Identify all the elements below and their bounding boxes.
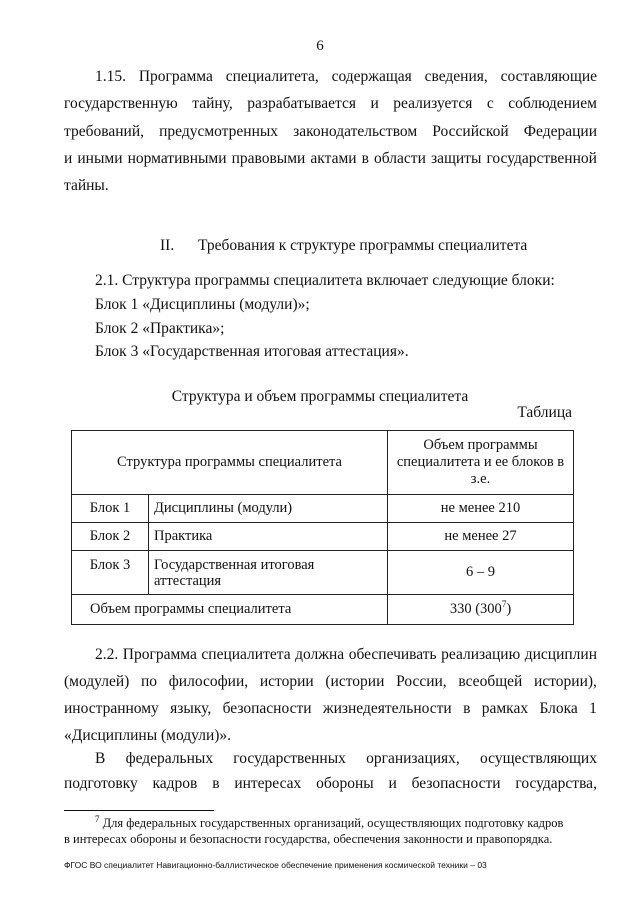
section-heading: [160, 237, 527, 255]
word: тайну,: [192, 95, 233, 112]
page-footer: ФГОС ВО специалитет Навигационно-баллистическое обеспечение применения космической техники – 03: [64, 860, 487, 870]
volume-cell: не менее 210: [388, 495, 574, 523]
word: с: [486, 95, 494, 112]
word: в: [361, 150, 369, 167]
word: государства,: [515, 775, 597, 792]
word: государственную: [64, 95, 178, 112]
word: 1: [589, 700, 597, 717]
word: безопасности: [222, 700, 312, 717]
table-row: [72, 495, 574, 523]
word: сведения,: [424, 68, 488, 85]
word: Программа: [138, 68, 213, 85]
word: специалитета,: [225, 68, 319, 85]
footnote-mark: 7: [95, 813, 100, 824]
section-number: II.: [160, 237, 175, 254]
word: языку,: [170, 700, 212, 717]
word: осуществляющих: [480, 750, 597, 767]
volume-cell: 6 – 9: [388, 551, 574, 595]
word: содержащая: [331, 68, 412, 85]
para-2-2-line-1: [95, 646, 597, 664]
word: иными: [77, 150, 123, 167]
word: организациях,: [366, 750, 460, 767]
block-name-cell: Практика: [149, 523, 388, 551]
header-volume: Объем программы специалитета и ее блоков в з.е.: [388, 431, 574, 495]
word: рамках: [481, 700, 529, 717]
block-cell: Блок 1: [72, 495, 149, 523]
footnote-line-1: [95, 813, 564, 831]
word: составляющие: [500, 68, 597, 85]
word: Российской: [432, 123, 509, 140]
word: правовыми: [231, 150, 306, 167]
table-caption: Структура и объем программы специалитета: [171, 388, 469, 405]
word: 2.2.: [95, 646, 119, 663]
word: по: [141, 673, 158, 690]
word: реализацию: [441, 646, 521, 663]
word: предусмотренных: [159, 123, 279, 140]
block-cell: Блок 2: [72, 523, 149, 551]
table-total-row: [72, 595, 574, 625]
word: Программа: [122, 646, 197, 663]
word: интересах: [234, 775, 302, 792]
word: защиты: [430, 150, 482, 167]
word: истории),: [534, 673, 597, 690]
word: 1.15.: [95, 68, 126, 85]
word: обороны: [316, 775, 374, 792]
para-1-15-line-4: [64, 150, 597, 168]
total-value: 330 (300: [449, 601, 502, 617]
word: государственных: [233, 750, 346, 767]
word: в: [463, 700, 471, 717]
word: реализуется: [393, 95, 473, 112]
para-1-15-line-2: [64, 95, 597, 113]
para-1-15-line-1: [95, 68, 597, 86]
word: (модулей): [64, 673, 130, 690]
word: требований,: [64, 123, 144, 140]
word: Блока: [539, 700, 578, 717]
word: соблюдением: [508, 95, 597, 112]
table-header-row: [72, 431, 574, 495]
total-value-cell: [388, 595, 574, 625]
word: безопасности: [411, 775, 501, 792]
word: России,: [396, 673, 447, 690]
word: дисциплин: [524, 646, 597, 663]
table-row: [72, 551, 574, 595]
para-1-15-line-5: тайны.: [64, 177, 109, 194]
word: федеральных: [125, 750, 214, 767]
block-name-cell: Государственная итоговая аттестация: [149, 551, 388, 595]
word: кадров: [152, 775, 198, 792]
para-2-2-line-5: [95, 750, 597, 768]
block-cell: Блок 3: [72, 551, 149, 595]
word: обеспечивать: [348, 646, 437, 663]
word: законодательством: [293, 123, 418, 140]
total-suffix: ): [506, 601, 512, 617]
block-2-item: Блок 2 «Практика»;: [95, 320, 225, 337]
footnote-ref: 7: [501, 599, 507, 610]
word: должна: [295, 646, 345, 663]
word: актами: [310, 150, 357, 167]
block-name-cell: Дисциплины (модули): [149, 495, 388, 523]
word: истории: [259, 673, 314, 690]
table-label: Таблица: [517, 404, 572, 421]
page-number: 6: [316, 38, 324, 54]
word: (истории: [325, 673, 385, 690]
word: специалитета: [201, 646, 291, 663]
word: и: [64, 150, 73, 167]
footnote-line-2: в интересах обороны и безопасности государства, обеспечения законности и правопорядка.: [64, 832, 553, 846]
footnote-separator: [64, 810, 214, 811]
word: жизнедеятельности: [322, 700, 452, 717]
para-2-2-line-3: [64, 700, 597, 718]
word: философии,: [168, 673, 249, 690]
para-2-2-line-6: [64, 775, 597, 793]
header-structure: Структура программы специалитета: [72, 431, 388, 495]
para-2-2-line-4: «Дисциплины (модули)».: [64, 727, 232, 744]
word: и: [370, 95, 379, 112]
para-1-15-line-3: [64, 123, 597, 141]
word: всеобщей: [458, 673, 523, 690]
word: в: [212, 775, 220, 792]
word: подготовку: [64, 775, 138, 792]
word: нормативными: [127, 150, 227, 167]
table-row: [72, 523, 574, 551]
block-1-item: Блок 1 «Дисциплины (модули)»;: [95, 296, 310, 313]
footnote-text-1: Для федеральных государственных организаций, осуществляющих подготовку кадров: [102, 816, 564, 830]
structure-table: [71, 430, 574, 625]
block-3-item: Блок 3 «Государственная итоговая аттестация».: [95, 343, 409, 360]
word: В: [95, 750, 106, 767]
section-title: Требования к структуре программы специалитета: [198, 237, 528, 254]
para-2-2-line-2: [64, 673, 597, 691]
volume-cell: не менее 27: [388, 523, 574, 551]
para-2-1-intro: 2.1. Структура программы специалитета включает следующие блоки:: [95, 272, 555, 289]
word: Федерации: [523, 123, 597, 140]
total-label-cell: Объем программы специалитета: [72, 595, 388, 625]
word: государственной: [486, 150, 597, 167]
word: иностранному: [64, 700, 159, 717]
word: и: [388, 775, 397, 792]
word: разрабатывается: [247, 95, 357, 112]
word: области: [374, 150, 426, 167]
